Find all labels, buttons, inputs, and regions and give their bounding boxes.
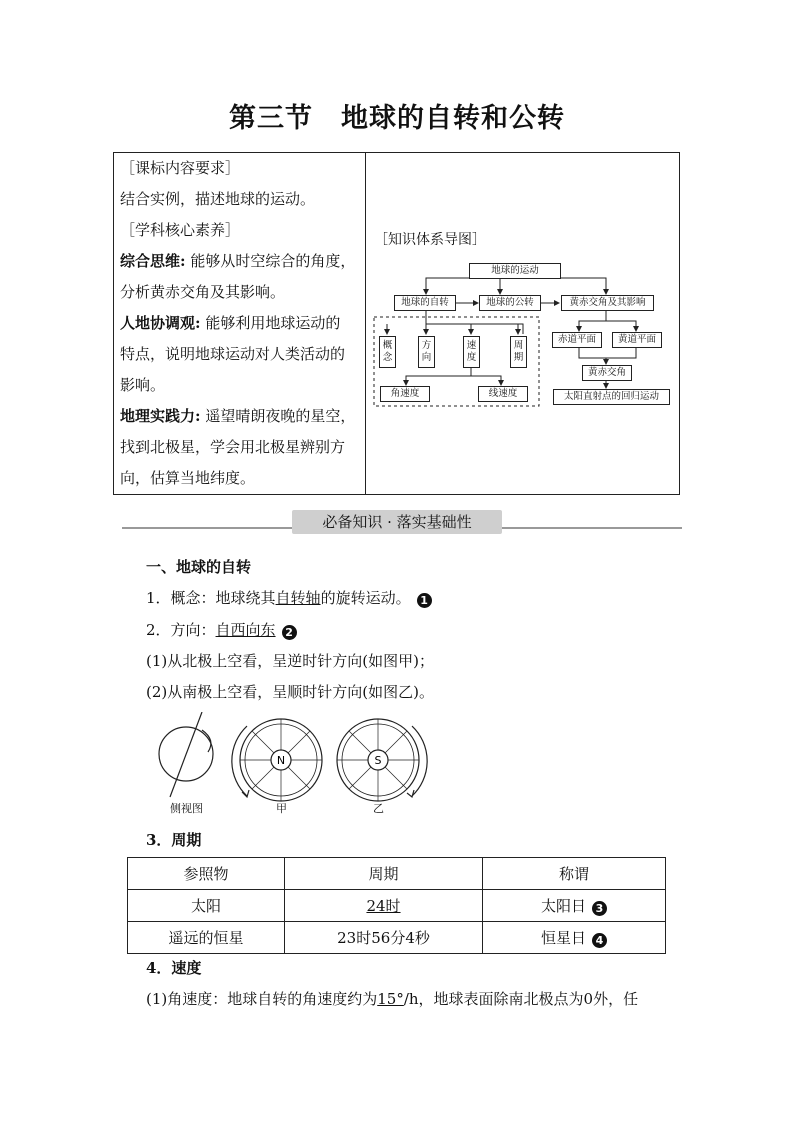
map-node-root: 地球的运动: [469, 263, 561, 279]
table-cell: 太阳日 3: [483, 890, 666, 922]
pole-s-label: S: [374, 754, 382, 767]
item-direction: 2．方向：自西向东 2: [146, 619, 297, 640]
literacy-line: 综合思维: 能够从时空综合的角度，: [120, 252, 356, 270]
table-header-row: [128, 858, 666, 890]
angular-speed-text: (1)角速度：地球自转的角速度约为15°/h，地球表面除南北极点为0外，任: [146, 990, 639, 1008]
map-node-concept: 概念: [379, 336, 396, 368]
section-banner: [122, 507, 682, 537]
literacy-line: 人地协调观: 能够利用地球运动的: [120, 314, 341, 332]
note-marker: 2: [282, 625, 297, 640]
literacy-line: 找到北极星，学会用北极星辨别方: [120, 438, 346, 456]
caption-south: 乙: [373, 802, 384, 815]
section-number: 第三节: [229, 103, 313, 134]
map-node-speed: 速度: [463, 336, 480, 368]
table-cell: 遥远的恒星: [128, 922, 285, 954]
answer-underlined: 自西向东: [215, 621, 276, 639]
literacy-heading: ［学科核心素养］: [120, 221, 241, 239]
note-marker: 4: [592, 933, 607, 948]
literacy-line: 特点，说明地球运动对人类活动的: [120, 345, 346, 363]
pole-n-label: N: [276, 754, 286, 767]
direction-south: (2)从南极上空看，呈顺时针方向(如图乙)。: [146, 683, 434, 701]
table-header: 周期: [285, 858, 483, 890]
side-view-axis: [170, 712, 202, 797]
curriculum-requirements: [120, 153, 364, 494]
item-period: 3．周期: [146, 831, 202, 849]
answer-underlined: 15°: [377, 990, 404, 1008]
table-row: [128, 922, 666, 954]
map-node-solar-migration: 太阳直射点的回归运动: [553, 389, 670, 405]
map-connectors: [366, 153, 680, 494]
heading-rotation: 一、地球的自转: [146, 558, 252, 576]
literacy-line: 地理实践力: 遥望晴朗夜晚的星空，: [120, 407, 356, 425]
note-marker: 1: [417, 593, 432, 608]
map-node-obliquity-effects: 黄赤交角及其影响: [561, 295, 654, 311]
banner-line-right: [492, 527, 682, 529]
caption-side-view: 侧视图: [170, 802, 203, 815]
map-node-period: 周期: [510, 336, 527, 368]
banner-pill: [292, 510, 502, 534]
table-cell: 恒星日 4: [483, 922, 666, 954]
item-concept: 1．概念：地球绕其自转轴的旋转运动。 1: [146, 587, 432, 608]
knowledge-map: [366, 153, 680, 494]
map-node-linear-speed: 线速度: [478, 386, 528, 402]
table-header: 参照物: [128, 858, 285, 890]
answer-underlined: 自转轴: [275, 589, 321, 607]
caption-north: 甲: [276, 802, 287, 815]
page-title: [0, 96, 794, 135]
map-node-equator-plane: 赤道平面: [552, 332, 602, 348]
literacy-line: 向，估算当地纬度。: [120, 469, 256, 487]
map-node-ecliptic-plane: 黄道平面: [612, 332, 662, 348]
map-node-angular-speed: 角速度: [380, 386, 430, 402]
overview-box: [113, 152, 680, 495]
period-table: [127, 857, 666, 954]
map-node-rotation: 地球的自转: [394, 295, 456, 311]
table-row: [128, 890, 666, 922]
note-marker: 3: [592, 901, 607, 916]
map-label: ［知识体系导图］: [374, 232, 486, 248]
req-text: 结合实例，描述地球的运动。: [120, 190, 316, 208]
map-node-revolution: 地球的公转: [479, 295, 541, 311]
table-cell: 太阳: [128, 890, 285, 922]
req-heading: ［课标内容要求］: [120, 159, 241, 177]
literacy-line: 分析黄赤交角及其影响。: [120, 283, 286, 301]
banner-line-left: [122, 527, 302, 529]
table-cell: 23时56分4秒: [285, 922, 483, 954]
table-cell: 24时: [285, 890, 483, 922]
direction-north: (1)从北极上空看，呈逆时针方向(如图甲)；: [146, 652, 434, 670]
banner-text: 必备知识 · 落实基础性: [322, 513, 472, 531]
map-node-obliquity: 黄赤交角: [582, 365, 632, 381]
map-node-direction: 方向: [418, 336, 435, 368]
section-name: 地球的自转和公转: [341, 103, 565, 134]
item-speed: 4．速度: [146, 959, 202, 977]
literacy-line: 影响。: [120, 376, 166, 394]
table-header: 称谓: [483, 858, 666, 890]
